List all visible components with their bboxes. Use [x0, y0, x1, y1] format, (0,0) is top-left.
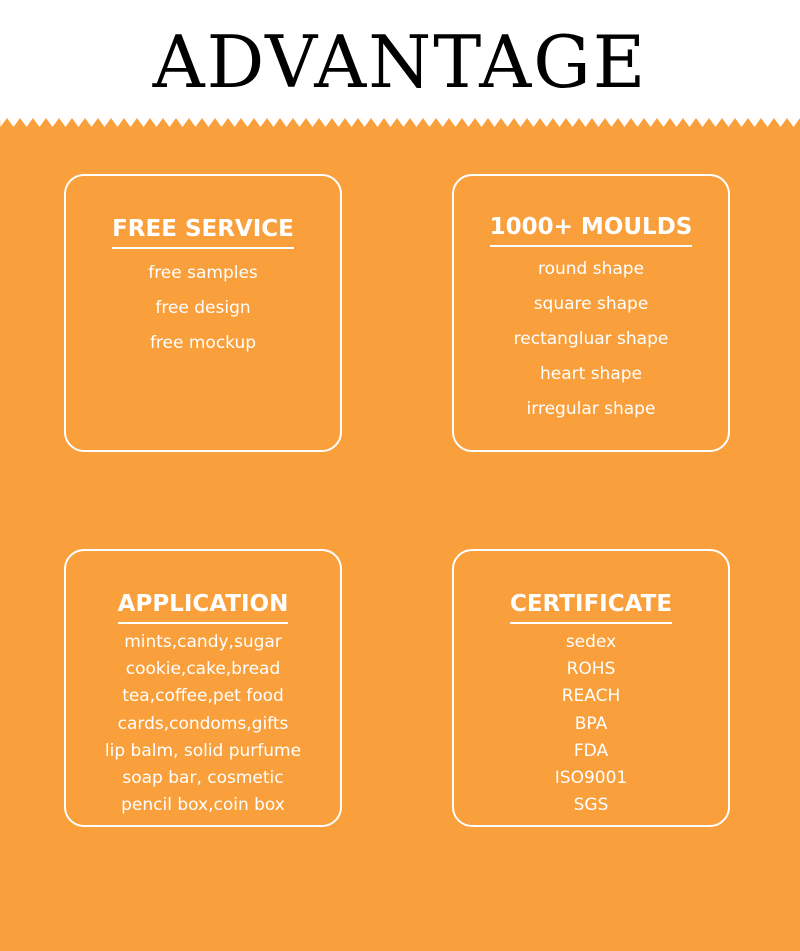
card-application: [64, 549, 342, 827]
card-moulds: [452, 174, 730, 452]
card-list: [454, 629, 728, 819]
list-item: ROHS: [566, 659, 616, 680]
card-list: [66, 256, 340, 361]
list-item: cookie,cake,bread: [125, 659, 281, 680]
card-list: [66, 629, 340, 819]
list-item: cards,condoms,gifts: [117, 713, 289, 734]
list-item: pencil box,coin box: [121, 795, 285, 816]
list-item: soap bar, cosmetic: [122, 768, 284, 789]
list-item: SGS: [573, 795, 609, 816]
list-item: ISO9001: [554, 768, 628, 789]
list-item: lip balm, solid purfume: [104, 740, 302, 761]
list-item: irregular shape: [526, 399, 656, 419]
list-item: FDA: [573, 740, 609, 761]
card-free-service: [64, 174, 342, 452]
list-item: BPA: [574, 713, 608, 734]
list-item: round shape: [537, 259, 645, 279]
list-item: free mockup: [149, 333, 257, 353]
list-item: square shape: [533, 294, 649, 314]
list-item: sedex: [565, 632, 617, 652]
list-item: mints,candy,sugar: [124, 632, 282, 652]
header: [0, 0, 800, 130]
list-item: free samples: [148, 263, 258, 283]
list-item: REACH: [561, 686, 621, 707]
list-item: free design: [155, 298, 251, 318]
list-item: rectangluar shape: [513, 329, 669, 349]
card-title: APPLICATION: [118, 589, 289, 624]
page-title: ADVANTAGE: [152, 20, 648, 104]
list-item: heart shape: [539, 364, 642, 384]
card-title: 1000+ MOULDS: [490, 212, 693, 247]
card-list: [454, 252, 728, 427]
list-item: tea,coffee,pet food: [122, 686, 284, 707]
card-title: CERTIFICATE: [510, 589, 672, 624]
card-title: FREE SERVICE: [112, 214, 294, 249]
card-certificate: [452, 549, 730, 827]
